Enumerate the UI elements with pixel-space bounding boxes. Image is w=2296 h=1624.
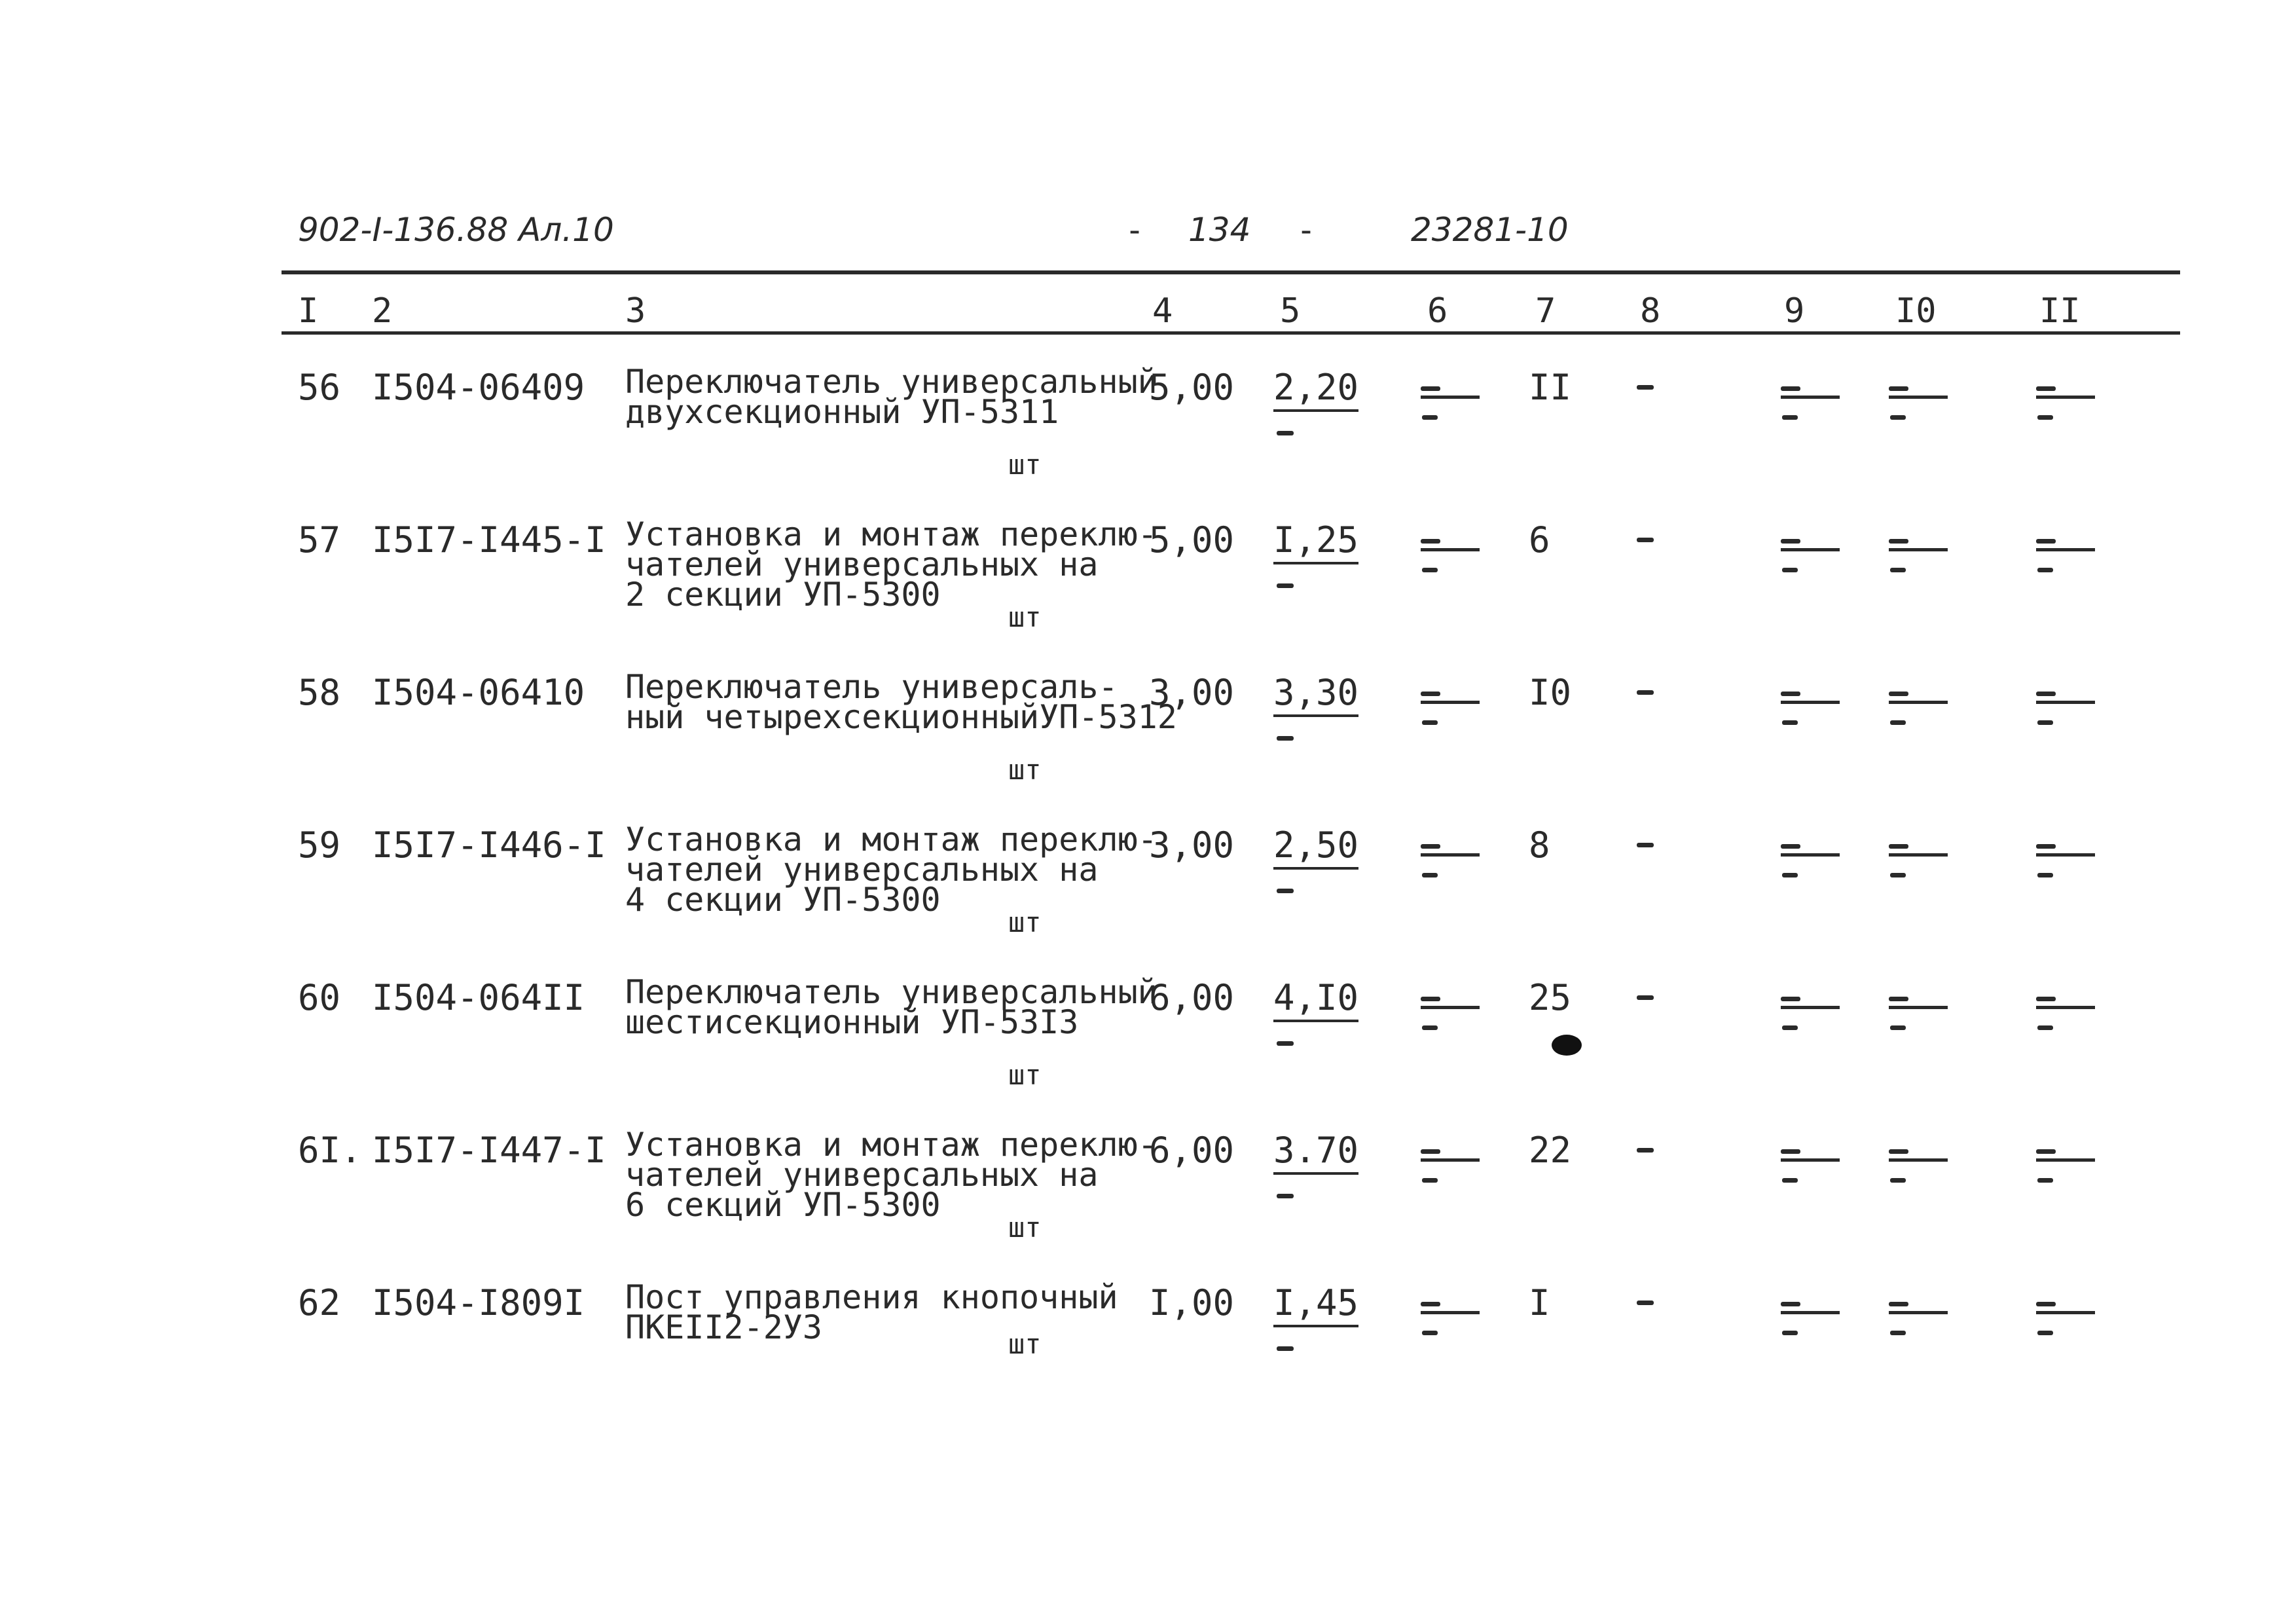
item-description [625, 668, 1177, 736]
column-number: 7 [1535, 291, 1556, 331]
dash-mark [1277, 889, 1294, 893]
column-11-value [2036, 386, 2095, 409]
column-number: 3 [625, 291, 646, 331]
dash-mark [1889, 997, 1908, 1001]
description-line: чателей универсальных на [625, 851, 1099, 889]
dash-mark [1781, 539, 1800, 544]
column-9-value [1781, 692, 1840, 714]
row-number: 57 [298, 519, 341, 561]
unit-label: шт [1008, 906, 1042, 938]
column-8-value [1637, 385, 1654, 390]
column-8-value [1637, 843, 1654, 847]
description-line: Пост управления кнопочный [625, 1278, 1118, 1316]
table-row [0, 1126, 2296, 1280]
quantity-value: 5,00 [1149, 367, 1235, 408]
column-6-value [1421, 1302, 1480, 1324]
header-bottom-rule [282, 331, 2180, 335]
column-5-value: 2,50 [1273, 824, 1358, 870]
column-7-value: I0 [1529, 672, 1572, 713]
dash-mark [1277, 736, 1294, 741]
row-number: 59 [298, 824, 341, 866]
quantity-value: 6,00 [1149, 1130, 1235, 1171]
column-7-value: II [1529, 367, 1572, 408]
dash-mark [1277, 1041, 1294, 1046]
dash-mark [1781, 844, 1800, 849]
row-number: 6I. [298, 1130, 362, 1171]
column-11-value [2036, 1302, 2095, 1324]
item-code: I504-06410 [372, 672, 585, 713]
dash-mark [1421, 692, 1440, 696]
column-9-value [1781, 1302, 1840, 1324]
column-11-value [2036, 844, 2095, 866]
column-5-value: 3,30 [1273, 672, 1358, 717]
description-line: Переключатель универсальный [625, 973, 1157, 1011]
table-top-rule [282, 270, 2180, 274]
table-row [0, 515, 2296, 670]
quantity-value: 3,00 [1149, 672, 1235, 713]
column-number: I [298, 291, 319, 331]
item-code: I504-064II [372, 977, 585, 1018]
column-8-value [1637, 995, 1654, 1000]
dash-mark [2036, 844, 2056, 849]
column-number: I0 [1895, 291, 1937, 331]
column-8-value [1637, 538, 1654, 542]
item-description [625, 515, 1157, 614]
dash-mark [2036, 1302, 2056, 1306]
document-code: 902-I-136.88 Ал.10 [298, 211, 614, 249]
column-5-value: 4,I0 [1273, 977, 1358, 1022]
item-code: I504-I809I [372, 1282, 585, 1323]
column-10-value [1889, 997, 1948, 1019]
column-5-value: 3.70 [1273, 1130, 1358, 1175]
column-6-value [1421, 386, 1480, 409]
table-row [0, 821, 2296, 975]
dash-mark [1889, 386, 1908, 391]
column-9-value [1781, 1149, 1840, 1172]
dash-mark [1421, 1149, 1440, 1154]
dash-mark [1421, 1302, 1440, 1306]
item-code: I504-06409 [372, 367, 585, 408]
dash-mark [1277, 1346, 1294, 1351]
column-10-value [1889, 844, 1948, 866]
dash-mark [2036, 692, 2056, 696]
description-line: ный четырехсекционныйУП-5312 [625, 698, 1177, 736]
dash-mark [1781, 1149, 1800, 1154]
column-5-value: 2,20 [1273, 367, 1358, 412]
description-line: 2 секции УП-5300 [625, 576, 941, 614]
dash-mark [1889, 1302, 1908, 1306]
item-code: I5I7-I446-I [372, 824, 606, 866]
column-9-value [1781, 844, 1840, 866]
page-number-suffix: - [1296, 211, 1317, 249]
column-7-value: 8 [1529, 824, 1550, 866]
description-line: двухсекционный УП-5311 [625, 393, 1059, 431]
dash-mark [1277, 431, 1294, 435]
dash-mark [2036, 1149, 2056, 1154]
column-8-value [1637, 1301, 1654, 1305]
item-description [625, 821, 1157, 919]
page-number: 134 [1188, 211, 1251, 249]
dash-mark [1421, 844, 1440, 849]
quantity-value: 3,00 [1149, 824, 1235, 866]
item-code: I5I7-I447-I [372, 1130, 606, 1171]
column-6-value [1421, 692, 1480, 714]
column-11-value [2036, 1149, 2095, 1172]
column-11-value [2036, 692, 2095, 714]
item-description [625, 1126, 1157, 1224]
description-line: Установка и монтаж переклю- [625, 1126, 1157, 1164]
dash-mark [1277, 583, 1294, 588]
quantity-value: 6,00 [1149, 977, 1235, 1018]
dash-mark [1889, 692, 1908, 696]
dash-mark [1781, 1302, 1800, 1306]
description-line: чателей универсальных на [625, 1156, 1099, 1194]
column-5-value: I,45 [1273, 1282, 1358, 1327]
row-number: 58 [298, 672, 341, 713]
column-7-value: 6 [1529, 519, 1550, 561]
column-6-value [1421, 997, 1480, 1019]
table-row [0, 973, 2296, 1128]
quantity-value: 5,00 [1149, 519, 1235, 561]
row-number: 62 [298, 1282, 341, 1323]
column-7-value: I [1529, 1282, 1550, 1323]
dash-mark [1781, 692, 1800, 696]
column-6-value [1421, 539, 1480, 561]
column-7-value: 22 [1529, 1130, 1572, 1171]
column-6-value [1421, 844, 1480, 866]
inventory-number: 23281-10 [1411, 211, 1569, 249]
description-line: Переключатель универсаль- [625, 668, 1118, 706]
column-11-value [2036, 539, 2095, 561]
table-row [0, 668, 2296, 822]
column-10-value [1889, 1302, 1948, 1324]
unit-label: шт [1008, 449, 1042, 481]
dash-mark [1781, 386, 1800, 391]
dash-mark [1421, 997, 1440, 1001]
dash-mark [1889, 1149, 1908, 1154]
column-7-value: 25 [1529, 977, 1572, 1018]
column-number: II [2039, 291, 2081, 331]
column-8-value [1637, 690, 1654, 695]
unit-label: шт [1008, 1211, 1042, 1244]
item-code: I5I7-I445-I [372, 519, 606, 561]
dash-mark [1889, 539, 1908, 544]
dash-mark [2036, 539, 2056, 544]
column-6-value [1421, 1149, 1480, 1172]
table-row [0, 363, 2296, 517]
description-line: 6 секций УП-5300 [625, 1186, 941, 1224]
dash-mark [1421, 386, 1440, 391]
row-number: 56 [298, 367, 341, 408]
item-description [625, 973, 1157, 1041]
description-line: Переключатель универсальный [625, 363, 1157, 401]
description-line: Установка и монтаж переклю- [625, 821, 1157, 858]
dash-mark [1889, 844, 1908, 849]
column-10-value [1889, 539, 1948, 561]
column-number: 5 [1280, 291, 1301, 331]
column-number: 2 [372, 291, 393, 331]
column-10-value [1889, 692, 1948, 714]
unit-label: шт [1008, 1328, 1042, 1360]
ink-blot [1552, 1035, 1582, 1056]
column-8-value [1637, 1148, 1654, 1153]
dash-mark [1781, 997, 1800, 1001]
dash-mark [2036, 386, 2056, 391]
dash-mark [1421, 539, 1440, 544]
description-line: Установка и монтаж переклю- [625, 515, 1157, 553]
page-number-prefix: - [1125, 211, 1145, 249]
description-line: 4 секции УП-5300 [625, 881, 941, 919]
column-9-value [1781, 539, 1840, 561]
column-number: 8 [1640, 291, 1661, 331]
description-line: шестисекционный УП-53I3 [625, 1003, 1079, 1041]
quantity-value: I,00 [1149, 1282, 1235, 1323]
unit-label: шт [1008, 754, 1042, 786]
column-number: 4 [1152, 291, 1173, 331]
item-description [625, 363, 1157, 431]
row-number: 60 [298, 977, 341, 1018]
column-10-value [1889, 386, 1948, 409]
column-number: 6 [1427, 291, 1448, 331]
dash-mark [2036, 997, 2056, 1001]
description-line: чателей универсальных на [625, 545, 1099, 583]
unit-label: шт [1008, 601, 1042, 633]
description-line: ПКЕII2-2У3 [625, 1308, 823, 1346]
column-9-value [1781, 386, 1840, 409]
column-9-value [1781, 997, 1840, 1019]
column-number: 9 [1784, 291, 1805, 331]
column-5-value: I,25 [1273, 519, 1358, 564]
column-11-value [2036, 997, 2095, 1019]
column-10-value [1889, 1149, 1948, 1172]
unit-label: шт [1008, 1059, 1042, 1091]
table-row [0, 1278, 2296, 1433]
dash-mark [1277, 1194, 1294, 1198]
